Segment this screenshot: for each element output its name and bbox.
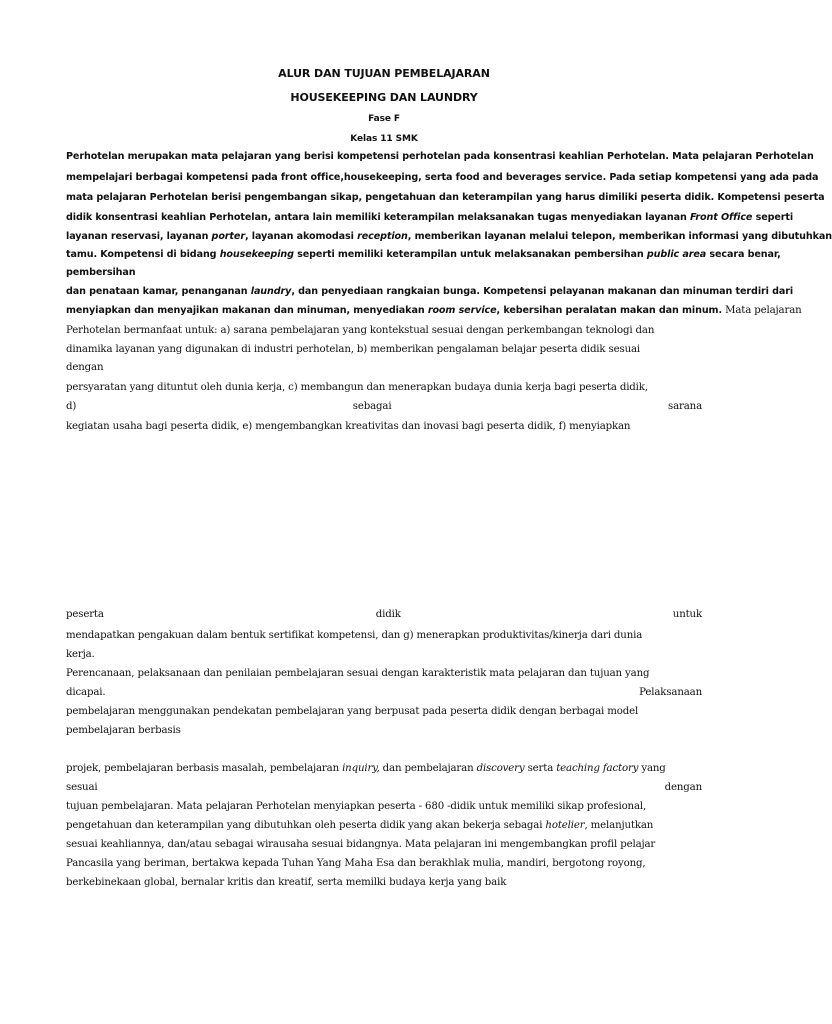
italic-run: housekeeping	[219, 249, 294, 260]
italic-run: Front Office	[689, 212, 753, 223]
italic-run: inquiry,	[342, 763, 380, 774]
paragraph-line: Perencanaan, pelaksanaan dan penilaian pembelajaran sesuai dengan karakteristik mata pelajaran dan tujuan yang	[66, 668, 650, 679]
paragraph-line: pembelajaran menggunakan pendekatan pembelajaran yang berpusat pada peserta didik dengan berbagai model	[66, 706, 639, 717]
text-run: , memberikan layanan melalui telepon, memberikan informasi yang dibutuhkan	[407, 231, 832, 242]
text-run: , layanan akomodasi	[244, 231, 358, 242]
text-run: , melanjutkan	[584, 820, 654, 831]
word: d)	[66, 401, 77, 412]
paragraph-line: Perhotelan merupakan mata pelajaran yang berisi kompetensi perhotelan pada konsentrasi keahlian Perhotelan. Mata pelajaran Perhotelan	[66, 151, 814, 162]
word: sarana	[668, 401, 702, 412]
paragraph-line	[66, 248, 781, 262]
text-run: seperti memiliki keterampilan untuk melaksanakan pembersihan	[293, 249, 647, 260]
paragraph-line: Perhotelan bermanfaat untuk: a) sarana pembelajaran yang kontekstual sesuai dengan perkembangan teknologi dan	[66, 325, 655, 336]
doc-fase: Fase F	[368, 114, 400, 124]
text-run: pengetahuan dan keterampilan yang dibutuhkan oleh peserta didik yang akan bekerja sebagai	[66, 820, 546, 831]
word: sesuai	[66, 782, 98, 793]
paragraph-line: mendapatkan pengakuan dalam bentuk sertifikat kompetensi, dan g) menerapkan produktivitas/kinerja dari dunia	[66, 630, 643, 641]
text-run: yang	[638, 763, 666, 774]
text-run: layanan reservasi, layanan	[66, 231, 212, 242]
paragraph-line: tujuan pembelajaran. Mata pelajaran Perhotelan menyiapkan peserta - 680 -didik untuk memiliki sikap profesional,	[66, 801, 647, 812]
word: peserta	[66, 609, 104, 620]
paragraph-line	[66, 781, 702, 795]
text-run: Mata pelajaran	[722, 305, 802, 316]
paragraph-line: Pancasila yang beriman, bertakwa kepada Tuhan Yang Maha Esa dan berakhlak mulia, mandiri, bergotong royong,	[66, 858, 646, 869]
word: dengan	[664, 782, 702, 793]
paragraph-line	[66, 400, 702, 414]
text-run: , dan penyediaan rangkaian bunga. Kompetensi pelayanan makanan dan minuman terdiri dari	[291, 286, 794, 297]
italic-run: room service	[427, 305, 497, 316]
paragraph-line	[66, 285, 794, 299]
text-run: dan pembelajaran	[379, 763, 477, 774]
text-run: tamu. Kompetensi di bidang	[66, 249, 220, 260]
paragraph-line: dinamika layanan yang digunakan di industri perhotelan, b) memberikan pengalaman belajar peserta didik sesuai	[66, 344, 641, 355]
word: dicapai.	[66, 687, 106, 698]
word: didik	[375, 609, 401, 620]
text-run: , kebersihan peralatan makan dan minum.	[496, 305, 723, 316]
paragraph-line	[66, 211, 794, 225]
text-run: dan penataan kamar, penanganan	[66, 286, 251, 297]
paragraph-line: mempelajari berbagai kompetensi pada front office,housekeeping, serta food and beverages service. Pada setiap kompetensi yang ada pada	[66, 172, 819, 183]
text-run: seperti	[752, 212, 794, 223]
paragraph-line: pembelajaran berbasis	[66, 725, 181, 736]
doc-title: ALUR DAN TUJUAN PEMBELAJARAN	[278, 67, 490, 80]
paragraph-line: kerja.	[66, 649, 95, 660]
doc-kelas: Kelas 11 SMK	[350, 134, 418, 144]
italic-run: hotelier	[545, 820, 585, 831]
paragraph-line	[66, 762, 702, 776]
paragraph-line: berkebinekaan global, bernalar kritis dan kreatif, serta memilki budaya kerja yang baik	[66, 877, 507, 888]
italic-run: laundry	[250, 286, 292, 297]
italic-run: reception	[357, 231, 408, 242]
text-run: menyiapkan dan menyajikan makanan dan minuman, menyediakan	[66, 305, 428, 316]
italic-run: discovery	[476, 763, 525, 774]
word: sebagai	[352, 401, 392, 412]
paragraph-line: sesuai keahliannya, dan/atau sebagai wirausaha sesuai bidangnya. Mata pelajaran ini mengembangkan profil pelajar	[66, 839, 656, 850]
text-run: serta	[524, 763, 557, 774]
paragraph-line	[66, 686, 702, 700]
italic-run: porter	[211, 231, 245, 242]
paragraph-line	[66, 230, 832, 244]
text-run: didik konsentrasi keahlian Perhotelan, antara lain memiliki keterampilan melaksanakan tugas menyediakan layanan	[66, 212, 690, 223]
paragraph-line	[66, 608, 702, 622]
doc-subtitle: HOUSEKEEPING DAN LAUNDRY	[290, 91, 478, 104]
paragraph-line: mata pelajaran Perhotelan berisi pengembangan sikap, pengetahuan dan keterampilan yang harus dimiliki peserta didik. Kompetensi peserta	[66, 192, 825, 203]
paragraph-line: dengan	[66, 362, 104, 373]
text-run: secara benar,	[706, 249, 781, 260]
paragraph-line: pembersihan	[66, 267, 136, 278]
paragraph-line: persyaratan yang dituntut oleh dunia kerja, c) membangun dan menerapkan budaya dunia kerja bagi peserta didik,	[66, 382, 648, 393]
italic-run: public area	[646, 249, 707, 260]
paragraph-line	[66, 304, 802, 318]
text-run: projek, pembelajaran berbasis masalah, pembelajaran	[66, 763, 343, 774]
italic-run: teaching factory	[556, 763, 639, 774]
word: untuk	[672, 609, 702, 620]
word: Pelaksanaan	[639, 687, 702, 698]
paragraph-line: kegiatan usaha bagi peserta didik, e) mengembangkan kreativitas dan inovasi bagi peserta didik, f) menyiapkan	[66, 421, 631, 432]
paragraph-line	[66, 819, 702, 833]
